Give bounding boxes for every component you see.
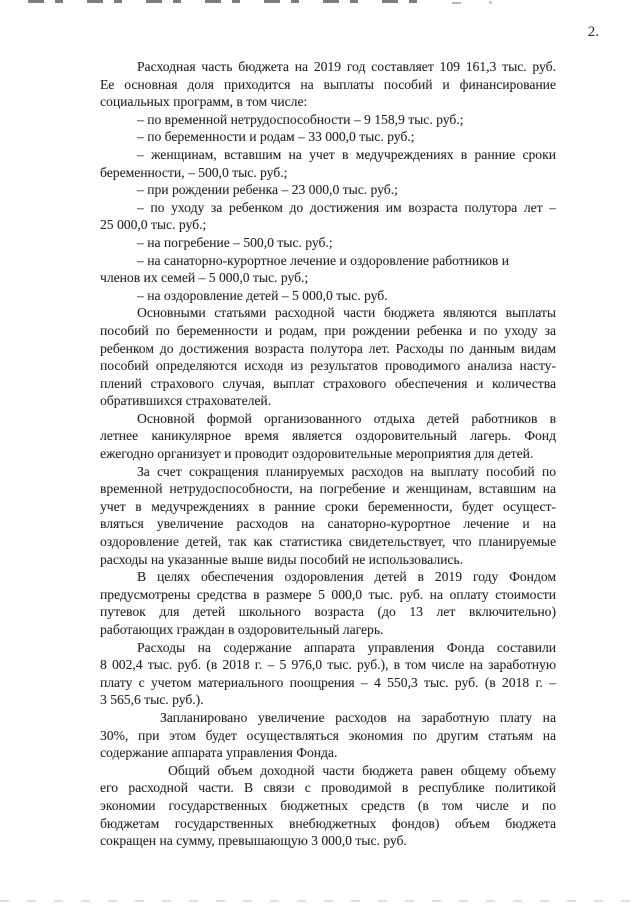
paragraph [100, 762, 556, 850]
scan-speck [452, 2, 461, 4]
paragraph [100, 128, 556, 146]
paragraph [100, 234, 556, 252]
text-line: 8 002,4 тыс. руб. (в 2018 г. – 5 976,0 тыс. руб.), в том числе на заработную [100, 657, 556, 673]
text-line: оздоровление детей, так как статистика свидетельствует, что планируемые [100, 534, 556, 550]
text-line: вляться увеличение расходов на санаторно-курортное лечение и на [100, 516, 556, 532]
text-line: плату с учетом материального поощрения – 4 550,3 тыс. руб. (в 2018 г. – [100, 674, 556, 690]
paragraph [100, 199, 556, 234]
paragraph [100, 146, 556, 181]
text-line: – по беременности и родам – 33 000,0 тыс. руб.; [137, 129, 415, 145]
text-line: 25 000,0 тыс. руб.; [100, 217, 207, 233]
text-line: беременности, – 500,0 тыс. руб.; [100, 164, 288, 180]
text-line: – на погребение – 500,0 тыс. руб.; [137, 234, 333, 250]
text-line: Основной формой организованного отдыха детей работников в [137, 410, 556, 426]
text-line: – женщинам, вставшим на учет в медучреждениях в ранние сроки [137, 146, 556, 162]
text-line: 30%, при этом будет осуществляться экономия по другим статьям на [100, 727, 556, 743]
paragraph [100, 709, 556, 762]
text-line: ребенком до достижения возраста полутора лет. Расходы по данным видам [100, 340, 556, 356]
text-line: учет в медучреждениях в ранние сроки беременности, будет осущест- [100, 498, 556, 514]
text-line: социальных программ, в том числе: [100, 94, 308, 110]
text-line: ежегодно организует и проводит оздоровительные мероприятия для детей. [100, 446, 534, 462]
text-line: пособий по беременности и родам, при рождении ребенка и по уходу за [100, 322, 556, 338]
paragraph [100, 639, 556, 709]
text-line: Ее основная доля приходится на выплаты пособий и финансирование [100, 76, 556, 92]
text-line: За счет сокращения планируемых расходов на выплату пособий по [137, 463, 556, 479]
paragraph [100, 287, 556, 305]
page-number: 2. [587, 24, 599, 40]
paragraph [100, 58, 556, 111]
text-line: плений страхового случая, выплат страхового обеспечения и количества [100, 375, 556, 391]
text-line: расходы на указанные выше виды пособий не использовались. [100, 551, 464, 567]
text-line: Запланировано увеличение расходов на заработную плату на [160, 709, 556, 725]
text-line: Расходная часть бюджета на 2019 год составляет 109 161,3 тыс. руб. [137, 59, 556, 74]
text-line: предусмотрены средства в размере 5 000,0 тыс. руб. на оплату стоимости [100, 586, 556, 602]
text-line: В целях обеспечения оздоровления детей в 2019 году Фондом [137, 569, 556, 585]
text-line: обратившихся страхователей. [100, 393, 272, 409]
scan-artifact-bottom-edge [0, 900, 640, 902]
paragraph [100, 252, 556, 287]
text-line: 3 565,6 тыс. руб.). [100, 692, 204, 708]
text-line: Общий объем доходной части бюджета равен общему объему [168, 762, 556, 778]
text-line: временной нетрудоспособности, на погребение и женщинам, вставшим на [100, 481, 556, 497]
text-line: работающих граждан в оздоровительный лагерь. [100, 622, 384, 637]
paragraph [100, 463, 556, 569]
scan-speck [489, 1, 492, 4]
text-line: членов их семей – 5 000,0 тыс. руб.; [100, 270, 309, 286]
paragraph [100, 181, 556, 199]
text-line: – по уходу за ребенком до достижения им возраста полутора лет – [137, 199, 556, 215]
paragraph [100, 410, 556, 463]
text-line: – по временной нетрудоспособности – 9 158,9 тыс. руб.; [137, 111, 464, 127]
text-line: – при рождении ребенка – 23 000,0 тыс. руб.; [137, 182, 398, 198]
text-line: – на санаторно-курортное лечение и оздоровление работников и [137, 252, 510, 268]
text-line: его расходной части. В связи с проводимой в республике политикой [100, 780, 556, 796]
paragraph [100, 568, 556, 638]
text-line: содержание аппарата управления Фонда. [100, 745, 338, 761]
text-line: пособий определяются исходя из результатов проводимого анализа насту- [100, 358, 556, 374]
text-line: Основными статьями расходной части бюджета являются выплаты [137, 305, 556, 321]
text-line: экономии государственных бюджетных средств (в том числе и по [100, 797, 556, 813]
text-line: путевок для детей школьного возраста (до 13 лет включительно) [100, 604, 556, 620]
document-body [100, 58, 556, 850]
text-line: Расходы на содержание аппарата управления Фонда составили [137, 639, 556, 655]
text-line: бюджетам государственных внебюджетных фондов) объем бюджета [100, 815, 556, 831]
text-line: летнее каникулярное время является оздоровительный лагерь. Фонд [100, 428, 556, 444]
text-line: – на оздоровление детей – 5 000,0 тыс. руб. [137, 287, 388, 303]
scan-artifact-top-edge [28, 0, 436, 3]
text-line: сокращен на сумму, превышающую 3 000,0 тыс. руб. [100, 833, 407, 849]
paragraph [100, 304, 556, 410]
paragraph [100, 111, 556, 129]
